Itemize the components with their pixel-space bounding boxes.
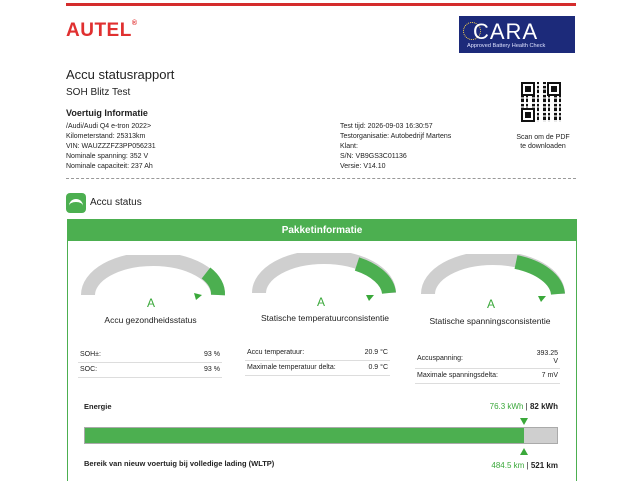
metric-row: SOC: 93 %	[78, 363, 222, 378]
energy-label: Energie	[84, 402, 112, 411]
gauge-temperature-title: Statische temperatuurconsistentie	[260, 313, 390, 323]
gauge-temperature-grade: A	[316, 295, 325, 309]
gauge-voltage-title: Statische spanningsconsistentie	[429, 316, 551, 326]
cara-title: CARA	[473, 19, 539, 44]
report-title: Accu statusrapport	[66, 67, 175, 82]
battery-status-icon	[66, 193, 86, 213]
panel-title: Pakketinformatie	[68, 220, 576, 241]
autel-logo: AUTEL®	[66, 20, 138, 41]
cara-subtitle: Approved Battery Health Check	[467, 43, 546, 49]
metrics-col2	[245, 346, 390, 376]
status-heading: Accu status	[90, 197, 142, 208]
cara-logo	[459, 16, 575, 53]
gauge-voltage-grade: A	[486, 297, 495, 311]
vehicle-info-right	[340, 122, 451, 172]
qr-caption: Scan om de PDF te downloaden	[516, 134, 570, 150]
test-organisation: Testorganisatie: Autobedrijf Martens	[340, 133, 452, 140]
nominal-voltage: Nominale spanning: 352 V	[66, 153, 149, 160]
vehicle-model: /Audi/Audi Q4 e-tron 2022>	[66, 123, 152, 130]
gauge-health-title: Accu gezondheidsstatus	[104, 315, 197, 325]
metrics-col3	[415, 348, 560, 384]
metric-row: Accuspanning: 393.25 V	[415, 348, 560, 369]
energy-bar-fill	[85, 428, 524, 443]
energy-marker-bottom	[520, 448, 528, 455]
top-accent-bar	[66, 3, 576, 6]
metric-row: SOH±: 93 %	[78, 348, 222, 363]
vehicle-info-left	[66, 122, 156, 172]
metric-row: Maximale temperatuur delta: 0.9 °C	[245, 361, 390, 376]
vehicle-info-heading: Voertuig Informatie	[66, 108, 148, 118]
section-divider	[66, 178, 576, 179]
test-time: Test tijd: 2026-09-03 16:30:57	[340, 123, 433, 130]
range-label: Bereik van nieuw voertuig bij volledige lading (WLTP)	[84, 459, 275, 468]
vehicle-vin: VIN: WAUZZZFZ3PP056231	[66, 143, 156, 150]
metric-row: Accu temperatuur: 20.9 °C	[245, 346, 390, 361]
qr-code-icon[interactable]	[521, 82, 561, 122]
report-subtitle: SOH Blitz Test	[66, 87, 131, 98]
metric-row: Maximale spanningsdelta: 7 mV	[415, 369, 560, 384]
version: Versie: V14.10	[340, 163, 386, 170]
vehicle-mileage: Kilometerstand: 25313km	[66, 133, 146, 140]
energy-marker-top	[520, 418, 528, 425]
customer: Klant:	[340, 143, 358, 150]
gauge-health-grade: A	[146, 296, 155, 310]
metrics-col1	[78, 348, 222, 378]
energy-bar	[84, 427, 558, 444]
nominal-capacity: Nominale capaciteit: 237 Ah	[66, 163, 153, 170]
energy-value: 76.3 kWh | 82 kWh	[489, 402, 558, 411]
range-value: 484.5 km | 521 km	[491, 461, 558, 470]
serial-number: S/N: VB9GS3C01136	[340, 153, 407, 160]
